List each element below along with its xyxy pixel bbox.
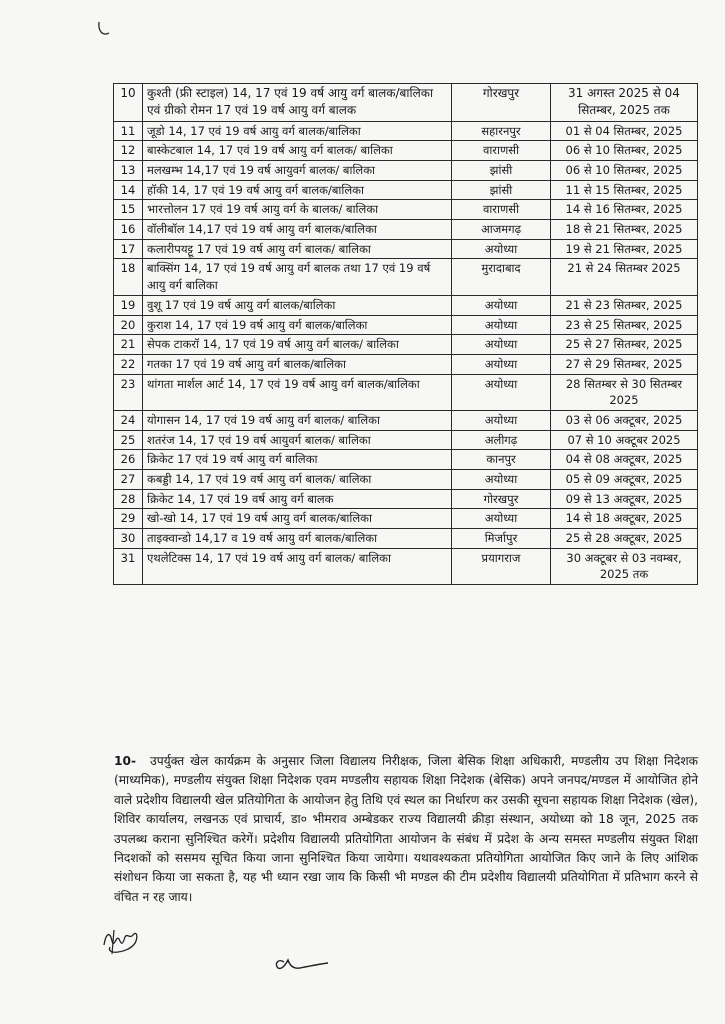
pen-mark: [95, 18, 115, 40]
dates: 03 से 06 अक्टूबर, 2025: [551, 410, 698, 430]
venue: वाराणसी: [452, 141, 551, 161]
signature-mark: [270, 948, 332, 974]
signature-initials: [100, 925, 142, 959]
paragraph-text: उपर्युक्त खेल कार्यक्रम के अनुसार जिला विद्यालय निरीक्षक, जिला बेसिक शिक्षा अधिकारी, मण्डलीय उप शिक्षा निदेशक (माध्यमिक), मण्डलीय संयुक्त शिक्षा निदेशक एवम मण्डलीय सहायक शिक्षा निदेशक (बेसिक) अपने जनपद/मण्डल में आयोजित होने वाले प्रदेशीय विद्यालयी खेल प्रतियोगिता के आयोजन हेतु तिथि एवं स्थल का निर्धारण कर उसकी सूचना सहायक शिक्षा निदेशक (खेल), शिविर कार्यालय, लखनऊ एवं प्राचार्य, डा० भीमराव अम्बेडकर राज्य विद्यालयी क्रीड़ा संस्थान, अयोध्या को 18 जून, 2025 तक उपलब्ध कराना सुनिश्चित करेगें। प्रदेशीय विद्यालयी प्रतियोगिता आयोजन के संबंध में प्रदेश के अन्य समस्त मण्डलीय संयुक्त शिक्षा निदशकों को ससमय सूचित किया जाना सुनिश्चित किया जायेगा। यथावश्यकता प्रतियोगिता आयोजित किए जाने के लिए आंशिक संशोधन किया जा सकता है, यह भी ध्यान रखा जाय कि किसी भी मण्डल की टीम प्रदेशीय विद्यालयी प्रतियोगिता में प्रतिभाग करने से वंचित न रह जाय।: [114, 754, 698, 904]
dates: 14 से 16 सितम्बर, 2025: [551, 200, 698, 220]
serial-number: 25: [114, 430, 143, 450]
venue: मिर्जापुर: [452, 528, 551, 548]
dates: 31 अगस्त 2025 से 04 सितम्बर, 2025 तक: [551, 84, 698, 122]
table-row: [114, 84, 698, 122]
serial-number: 18: [114, 259, 143, 295]
venue: अयोध्या: [452, 315, 551, 335]
table-row: [114, 374, 698, 410]
table-row: [114, 200, 698, 220]
table-row: [114, 161, 698, 181]
table-row: [114, 354, 698, 374]
dates: 11 से 15 सितम्बर, 2025: [551, 180, 698, 200]
dates: 28 सितम्बर से 30 सितम्बर 2025: [551, 374, 698, 410]
paragraph-number: 10-: [114, 754, 137, 768]
serial-number: 15: [114, 200, 143, 220]
dates: 04 से 08 अक्टूबर, 2025: [551, 450, 698, 470]
schedule-table: [113, 83, 698, 585]
table-row: [114, 548, 698, 584]
table-row: [114, 410, 698, 430]
event-name: मलखम्भ 14,17 एवं 19 वर्ष आयुवर्ग बालक/ बालिका: [143, 161, 452, 181]
event-name: खो-खो 14, 17 एवं 19 वर्ष आयु वर्ग बालक/बालिका: [143, 509, 452, 529]
serial-number: 24: [114, 410, 143, 430]
serial-number: 26: [114, 450, 143, 470]
venue: कानपुर: [452, 450, 551, 470]
venue: अयोध्या: [452, 509, 551, 529]
table-row: [114, 469, 698, 489]
venue: अयोध्या: [452, 239, 551, 259]
instruction-paragraph: [114, 752, 698, 907]
serial-number: 28: [114, 489, 143, 509]
event-name: बास्केटबाल 14, 17 एवं 19 वर्ष आयु वर्ग बालक/ बालिका: [143, 141, 452, 161]
dates: 05 से 09 अक्टूबर, 2025: [551, 469, 698, 489]
table-row: [114, 180, 698, 200]
dates: 07 से 10 अक्टूबर 2025: [551, 430, 698, 450]
event-name: कुराश 14, 17 एवं 19 वर्ष आयु वर्ग बालक/बालिका: [143, 315, 452, 335]
event-name: बाक्सिंग 14, 17 एवं 19 वर्ष आयु वर्ग बालक तथा 17 एवं 19 वर्ष आयु वर्ग बालिका: [143, 259, 452, 295]
table-row: [114, 259, 698, 295]
table-row: [114, 489, 698, 509]
venue: अलीगढ़: [452, 430, 551, 450]
table-row: [114, 295, 698, 315]
venue: गोरखपुर: [452, 84, 551, 122]
table-row: [114, 335, 698, 355]
venue: सहारनपुर: [452, 121, 551, 141]
event-name: ताइक्वान्डो 14,17 व 19 वर्ष आयु वर्ग बालक/बालिका: [143, 528, 452, 548]
dates: 14 से 18 अक्टूबर, 2025: [551, 509, 698, 529]
event-name: योगासन 14, 17 एवं 19 वर्ष आयु वर्ग बालक/ बालिका: [143, 410, 452, 430]
serial-number: 13: [114, 161, 143, 181]
serial-number: 29: [114, 509, 143, 529]
table-row: [114, 315, 698, 335]
event-name: थांगता मार्शल आर्ट 14, 17 एवं 19 वर्ष आयु वर्ग बालक/बालिका: [143, 374, 452, 410]
event-name: वुशू 17 एवं 19 वर्ष आयु वर्ग बालक/बालिका: [143, 295, 452, 315]
serial-number: 27: [114, 469, 143, 489]
dates: 09 से 13 अक्टूबर, 2025: [551, 489, 698, 509]
venue: वाराणसी: [452, 200, 551, 220]
table-row: [114, 220, 698, 240]
dates: 30 अक्टूबर से 03 नवम्बर, 2025 तक: [551, 548, 698, 584]
serial-number: 16: [114, 220, 143, 240]
table-row: [114, 239, 698, 259]
dates: 25 से 28 अक्टूबर, 2025: [551, 528, 698, 548]
venue: अयोध्या: [452, 374, 551, 410]
dates: 18 से 21 सितम्बर, 2025: [551, 220, 698, 240]
table-row: [114, 450, 698, 470]
serial-number: 19: [114, 295, 143, 315]
table-row: [114, 141, 698, 161]
serial-number: 22: [114, 354, 143, 374]
event-name: कबड्डी 14, 17 एवं 19 वर्ष आयु वर्ग बालक/ बालिका: [143, 469, 452, 489]
event-name: शतरंज 14, 17 एवं 19 वर्ष आयुवर्ग बालक/ बालिका: [143, 430, 452, 450]
table-row: [114, 430, 698, 450]
venue: आजमगढ़: [452, 220, 551, 240]
event-name: वॉलीबॉल 14,17 एवं 19 वर्ष आयु वर्ग बालक/बालिका: [143, 220, 452, 240]
venue: अयोध्या: [452, 469, 551, 489]
serial-number: 20: [114, 315, 143, 335]
dates: 06 से 10 सितम्बर, 2025: [551, 141, 698, 161]
venue: अयोध्या: [452, 295, 551, 315]
venue: प्रयागराज: [452, 548, 551, 584]
serial-number: 23: [114, 374, 143, 410]
serial-number: 10: [114, 84, 143, 122]
serial-number: 12: [114, 141, 143, 161]
dates: 23 से 25 सितम्बर, 2025: [551, 315, 698, 335]
table-row: [114, 509, 698, 529]
dates: 21 से 24 सितम्बर 2025: [551, 259, 698, 295]
venue: झांसी: [452, 180, 551, 200]
venue: मुरादाबाद: [452, 259, 551, 295]
event-name: कलारीपयट्टू 17 एवं 19 वर्ष आयु वर्ग बालक/ बालिका: [143, 239, 452, 259]
venue: झांसी: [452, 161, 551, 181]
event-name: जूडो 14, 17 एवं 19 वर्ष आयु वर्ग बालक/बालिका: [143, 121, 452, 141]
event-name: हॉकी 14, 17 एवं 19 वर्ष आयु वर्ग बालक/बालिका: [143, 180, 452, 200]
dates: 01 से 04 सितम्बर, 2025: [551, 121, 698, 141]
serial-number: 14: [114, 180, 143, 200]
event-name: एथलेटिक्स 14, 17 एवं 19 वर्ष आयु वर्ग बालक/ बालिका: [143, 548, 452, 584]
venue: अयोध्या: [452, 410, 551, 430]
event-name: सेपक टाकरॉ 14, 17 एवं 19 वर्ष आयु वर्ग बालक/ बालिका: [143, 335, 452, 355]
dates: 25 से 27 सितम्बर, 2025: [551, 335, 698, 355]
event-name: कुश्ती (फ्री स्टाइल) 14, 17 एवं 19 वर्ष आयु वर्ग बालक/बालिका एवं ग्रीको रोमन 17 एवं 19 वर्ष आयु वर्ग बालक: [143, 84, 452, 122]
venue: अयोध्या: [452, 335, 551, 355]
table-row: [114, 528, 698, 548]
serial-number: 21: [114, 335, 143, 355]
dates: 06 से 10 सितम्बर, 2025: [551, 161, 698, 181]
serial-number: 11: [114, 121, 143, 141]
event-name: क्रिकेट 17 एवं 19 वर्ष आयु वर्ग बालिका: [143, 450, 452, 470]
table-row: [114, 121, 698, 141]
dates: 27 से 29 सितम्बर, 2025: [551, 354, 698, 374]
dates: 21 से 23 सितम्बर, 2025: [551, 295, 698, 315]
dates: 19 से 21 सितम्बर, 2025: [551, 239, 698, 259]
event-name: भारत्तोलन 17 एवं 19 वर्ष आयु वर्ग के बालक/ बालिका: [143, 200, 452, 220]
event-name: गतका 17 एवं 19 वर्ष आयु वर्ग बालक/बालिका: [143, 354, 452, 374]
serial-number: 17: [114, 239, 143, 259]
serial-number: 30: [114, 528, 143, 548]
serial-number: 31: [114, 548, 143, 584]
venue: अयोध्या: [452, 354, 551, 374]
event-name: क्रिकेट 14, 17 एवं 19 वर्ष आयु वर्ग बालक: [143, 489, 452, 509]
venue: गोरखपुर: [452, 489, 551, 509]
